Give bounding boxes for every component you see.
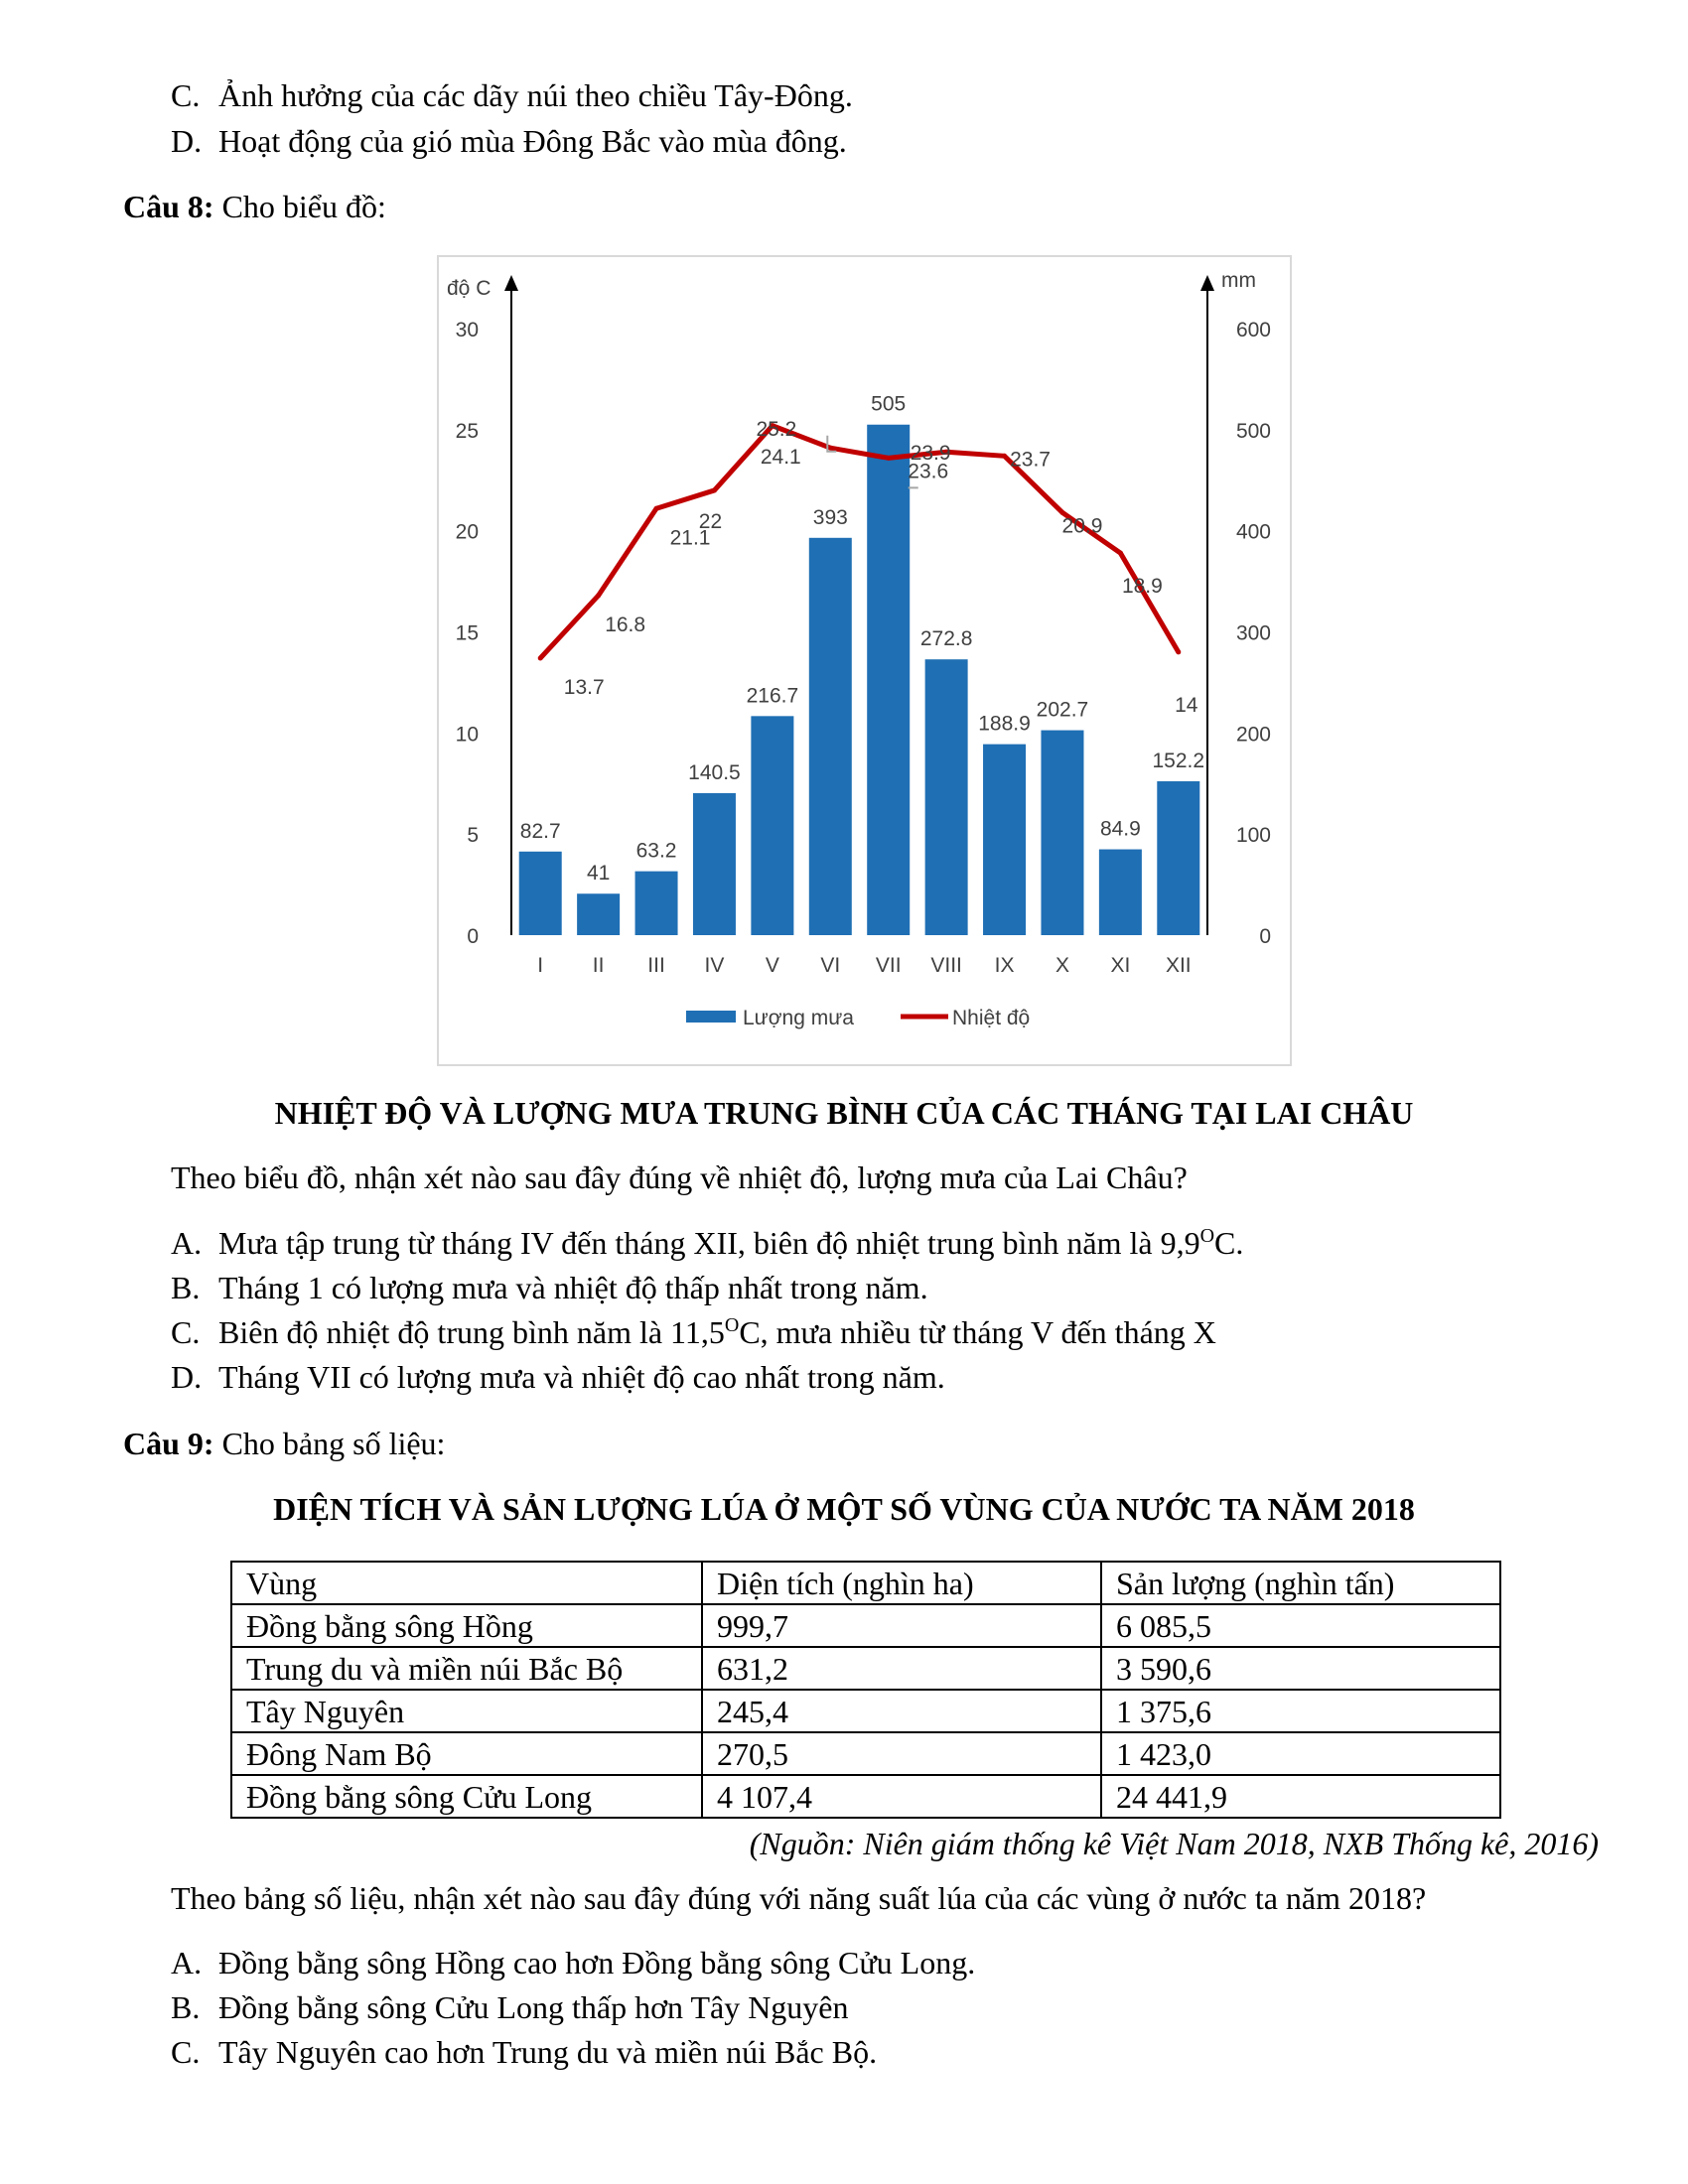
table-cell: Đồng bằng sông Hồng xyxy=(231,1604,702,1647)
option-text: Đồng bằng sông Hồng cao hơn Đồng bằng sông Cửu Long. xyxy=(218,1945,976,1980)
table-header-cell: Sản lượng (nghìn tấn) xyxy=(1101,1562,1500,1604)
temperature-label: 23.9 xyxy=(910,442,951,466)
option-text: Tháng VII có lượng mưa và nhiệt độ cao nhất trong năm. xyxy=(218,1359,945,1395)
x-tick-label: III xyxy=(647,954,665,977)
temperature-label: 20.9 xyxy=(1061,514,1103,538)
table-cell: 631,2 xyxy=(702,1647,1101,1690)
prev-option-c xyxy=(171,75,853,115)
rain-bar xyxy=(809,538,852,935)
table-row xyxy=(231,1604,1500,1647)
temperature-point xyxy=(1118,551,1123,556)
temperature-label: 14 xyxy=(1175,693,1198,717)
q8-option-a xyxy=(171,1223,1243,1263)
option-letter: A. xyxy=(171,1945,203,1980)
rain-bar xyxy=(1041,731,1083,935)
rain-label: 393 xyxy=(812,505,848,529)
table-row xyxy=(231,1775,1500,1818)
x-tick-label: IX xyxy=(994,954,1015,977)
rain-label: 82.7 xyxy=(519,819,561,843)
rain-bar xyxy=(635,872,678,935)
q9-heading xyxy=(123,1424,445,1463)
left-axis-tick: 0 xyxy=(467,925,479,948)
rain-bar xyxy=(519,852,562,935)
option-letter: C. xyxy=(171,2034,201,2070)
left-axis-unit: độ C xyxy=(447,277,492,300)
x-tick-label: VI xyxy=(820,954,841,977)
option-text: Hoạt động của gió mùa Đông Bắc vào mùa đông. xyxy=(218,123,847,159)
q9-question: Theo bảng số liệu, nhận xét nào sau đây đúng với năng suất lúa của các vùng ở nước ta năm 2018? xyxy=(171,1880,1427,1916)
option-letter: D. xyxy=(171,123,203,159)
right-axis-tick: 400 xyxy=(1235,520,1271,544)
table-cell: 1 423,0 xyxy=(1101,1732,1500,1775)
right-axis-tick: 200 xyxy=(1235,723,1271,747)
right-axis-tick: 100 xyxy=(1235,824,1271,848)
rain-label: 84.9 xyxy=(1099,817,1141,841)
option-letter: B. xyxy=(171,1989,201,2025)
rain-label: 202.7 xyxy=(1036,698,1089,722)
q8-label: Câu 8: xyxy=(123,189,214,224)
table-cell: 4 107,4 xyxy=(702,1775,1101,1818)
temperature-label: 25.2 xyxy=(756,417,797,441)
option-letter: C. xyxy=(171,1314,201,1350)
q8-prompt: Cho biểu đồ: xyxy=(221,189,386,224)
rain-label: 63.2 xyxy=(635,839,677,863)
option-letter: B. xyxy=(171,1270,201,1305)
temperature-point xyxy=(654,506,659,511)
x-tick-label: II xyxy=(592,954,605,977)
q9-prompt: Cho bảng số liệu: xyxy=(221,1426,446,1461)
temperature-label: 16.8 xyxy=(605,613,646,636)
q8-option-b xyxy=(171,1268,928,1307)
temperature-point xyxy=(596,593,601,598)
left-axis-arrow xyxy=(504,275,518,291)
temperature-label: 13.7 xyxy=(563,675,605,699)
x-tick-label: IV xyxy=(704,954,725,977)
table-cell: Tây Nguyên xyxy=(231,1690,702,1732)
climate-chart xyxy=(439,257,1290,1064)
right-axis-tick: 0 xyxy=(1259,925,1271,948)
temperature-point xyxy=(886,456,891,461)
temperature-label: 23.6 xyxy=(908,460,949,483)
option-superscript: O xyxy=(724,1314,740,1336)
option-superscript: O xyxy=(1199,1225,1215,1247)
q8-option-d xyxy=(171,1357,945,1397)
table-title: DIỆN TÍCH VÀ SẢN LƯỢNG LÚA Ở MỘT SỐ VÙNG CỦA NƯỚC TA NĂM 2018 xyxy=(273,1491,1415,1527)
table-header-cell: Diện tích (nghìn ha) xyxy=(702,1562,1101,1604)
option-letter: D. xyxy=(171,1359,203,1395)
rain-bar xyxy=(751,716,793,935)
x-tick-label: XI xyxy=(1110,954,1131,977)
q8-option-c xyxy=(171,1312,1216,1352)
table-row xyxy=(231,1732,1500,1775)
option-letter: A. xyxy=(171,1225,203,1261)
legend-temp-label: Nhiệt độ xyxy=(952,1007,1031,1029)
option-text: Biên độ nhiệt độ trung bình năm là 11,5 xyxy=(218,1314,725,1350)
chart-frame xyxy=(437,255,1292,1066)
temperature-label: 24.1 xyxy=(760,446,801,470)
temperature-label: 18.9 xyxy=(1121,575,1163,599)
rain-bar xyxy=(577,893,620,935)
legend-rain-swatch xyxy=(686,1011,736,1023)
table-cell: 270,5 xyxy=(702,1732,1101,1775)
temperature-point xyxy=(712,487,717,492)
q8-question: Theo biểu đồ, nhận xét nào sau đây đúng về nhiệt độ, lượng mưa của Lai Châu? xyxy=(171,1160,1188,1195)
right-axis-tick: 500 xyxy=(1235,419,1271,443)
option-text-tail: C, mưa nhiều từ tháng V đến tháng X xyxy=(739,1314,1216,1350)
left-axis-tick: 5 xyxy=(467,824,479,848)
rain-bar xyxy=(867,425,910,935)
rain-label: 216.7 xyxy=(746,684,799,708)
q9-option-b xyxy=(171,1987,849,2027)
table-cell: 3 590,6 xyxy=(1101,1647,1500,1690)
data-table xyxy=(230,1561,1501,1819)
x-tick-label: VIII xyxy=(930,954,962,977)
table-cell: Đồng bằng sông Cửu Long xyxy=(231,1775,702,1818)
table-header-row xyxy=(231,1562,1500,1604)
option-text: Mưa tập trung từ tháng IV đến tháng XII, biên độ nhiệt trung bình năm là 9,9 xyxy=(218,1225,1200,1261)
right-axis-arrow xyxy=(1200,275,1214,291)
rain-bar xyxy=(1099,850,1142,935)
rain-label: 41 xyxy=(586,862,611,886)
q9-option-c xyxy=(171,2032,877,2072)
temperature-point xyxy=(1002,454,1007,459)
option-text: Tây Nguyên cao hơn Trung du và miền núi Bắc Bộ. xyxy=(218,2034,878,2070)
rain-label: 152.2 xyxy=(1152,750,1205,773)
chart-title: NHIỆT ĐỘ VÀ LƯỢNG MƯA TRUNG BÌNH CỦA CÁC THÁNG TẠI LAI CHÂU xyxy=(274,1095,1414,1131)
x-tick-label: VII xyxy=(875,954,902,977)
left-axis-tick: 20 xyxy=(455,520,479,544)
table-cell: 245,4 xyxy=(702,1690,1101,1732)
legend-rain-label: Lượng mưa xyxy=(743,1007,854,1029)
table-cell: Đông Nam Bộ xyxy=(231,1732,702,1775)
rain-bar xyxy=(693,793,736,935)
option-text: Đồng bằng sông Cửu Long thấp hơn Tây Nguyên xyxy=(218,1989,849,2025)
right-axis-unit: mm xyxy=(1221,269,1256,292)
left-axis-tick: 25 xyxy=(455,419,479,443)
q9-option-a xyxy=(171,1943,975,1982)
temperature-point xyxy=(828,446,833,451)
rain-label: 188.9 xyxy=(978,712,1031,736)
x-tick-label: X xyxy=(1055,954,1069,977)
table-cell: 24 441,9 xyxy=(1101,1775,1500,1818)
prev-option-d xyxy=(171,121,847,161)
left-axis-tick: 15 xyxy=(455,621,479,645)
temperature-label: 23.7 xyxy=(1010,448,1051,472)
option-text: Ảnh hưởng của các dãy núi theo chiều Tây-Đông. xyxy=(218,77,853,113)
rain-bar xyxy=(1157,781,1199,935)
table-source: (Nguồn: Niên giám thống kê Việt Nam 2018, NXB Thống kê, 2016) xyxy=(749,1826,1599,1861)
temperature-point xyxy=(538,655,543,660)
rain-label: 505 xyxy=(871,392,907,416)
left-axis-tick: 10 xyxy=(455,723,479,747)
option-letter: C. xyxy=(171,77,201,113)
table-cell: 1 375,6 xyxy=(1101,1690,1500,1732)
temperature-point xyxy=(1176,649,1181,654)
table-cell: Trung du và miền núi Bắc Bộ xyxy=(231,1647,702,1690)
q8-heading xyxy=(123,187,386,226)
left-axis-tick: 30 xyxy=(455,319,479,341)
table-row xyxy=(231,1647,1500,1690)
x-tick-label: I xyxy=(537,954,544,977)
x-tick-label: XII xyxy=(1165,954,1192,977)
temperature-label: 21.1 xyxy=(669,526,711,550)
option-text: Tháng 1 có lượng mưa và nhiệt độ thấp nhất trong năm. xyxy=(218,1270,928,1305)
x-tick-label: V xyxy=(765,954,779,977)
right-axis-tick: 600 xyxy=(1235,319,1271,341)
table-cell: 6 085,5 xyxy=(1101,1604,1500,1647)
rain-bar xyxy=(983,745,1026,935)
q9-label: Câu 9: xyxy=(123,1426,214,1461)
rain-label: 272.8 xyxy=(919,627,973,651)
right-axis-tick: 300 xyxy=(1235,621,1271,645)
option-text-tail: C. xyxy=(1214,1225,1244,1261)
rain-label: 140.5 xyxy=(688,760,741,784)
table-cell: 999,7 xyxy=(702,1604,1101,1647)
table-row xyxy=(231,1690,1500,1732)
temperature-label: 22 xyxy=(698,509,723,533)
rain-bar xyxy=(925,659,968,935)
table-header-cell: Vùng xyxy=(231,1562,702,1604)
